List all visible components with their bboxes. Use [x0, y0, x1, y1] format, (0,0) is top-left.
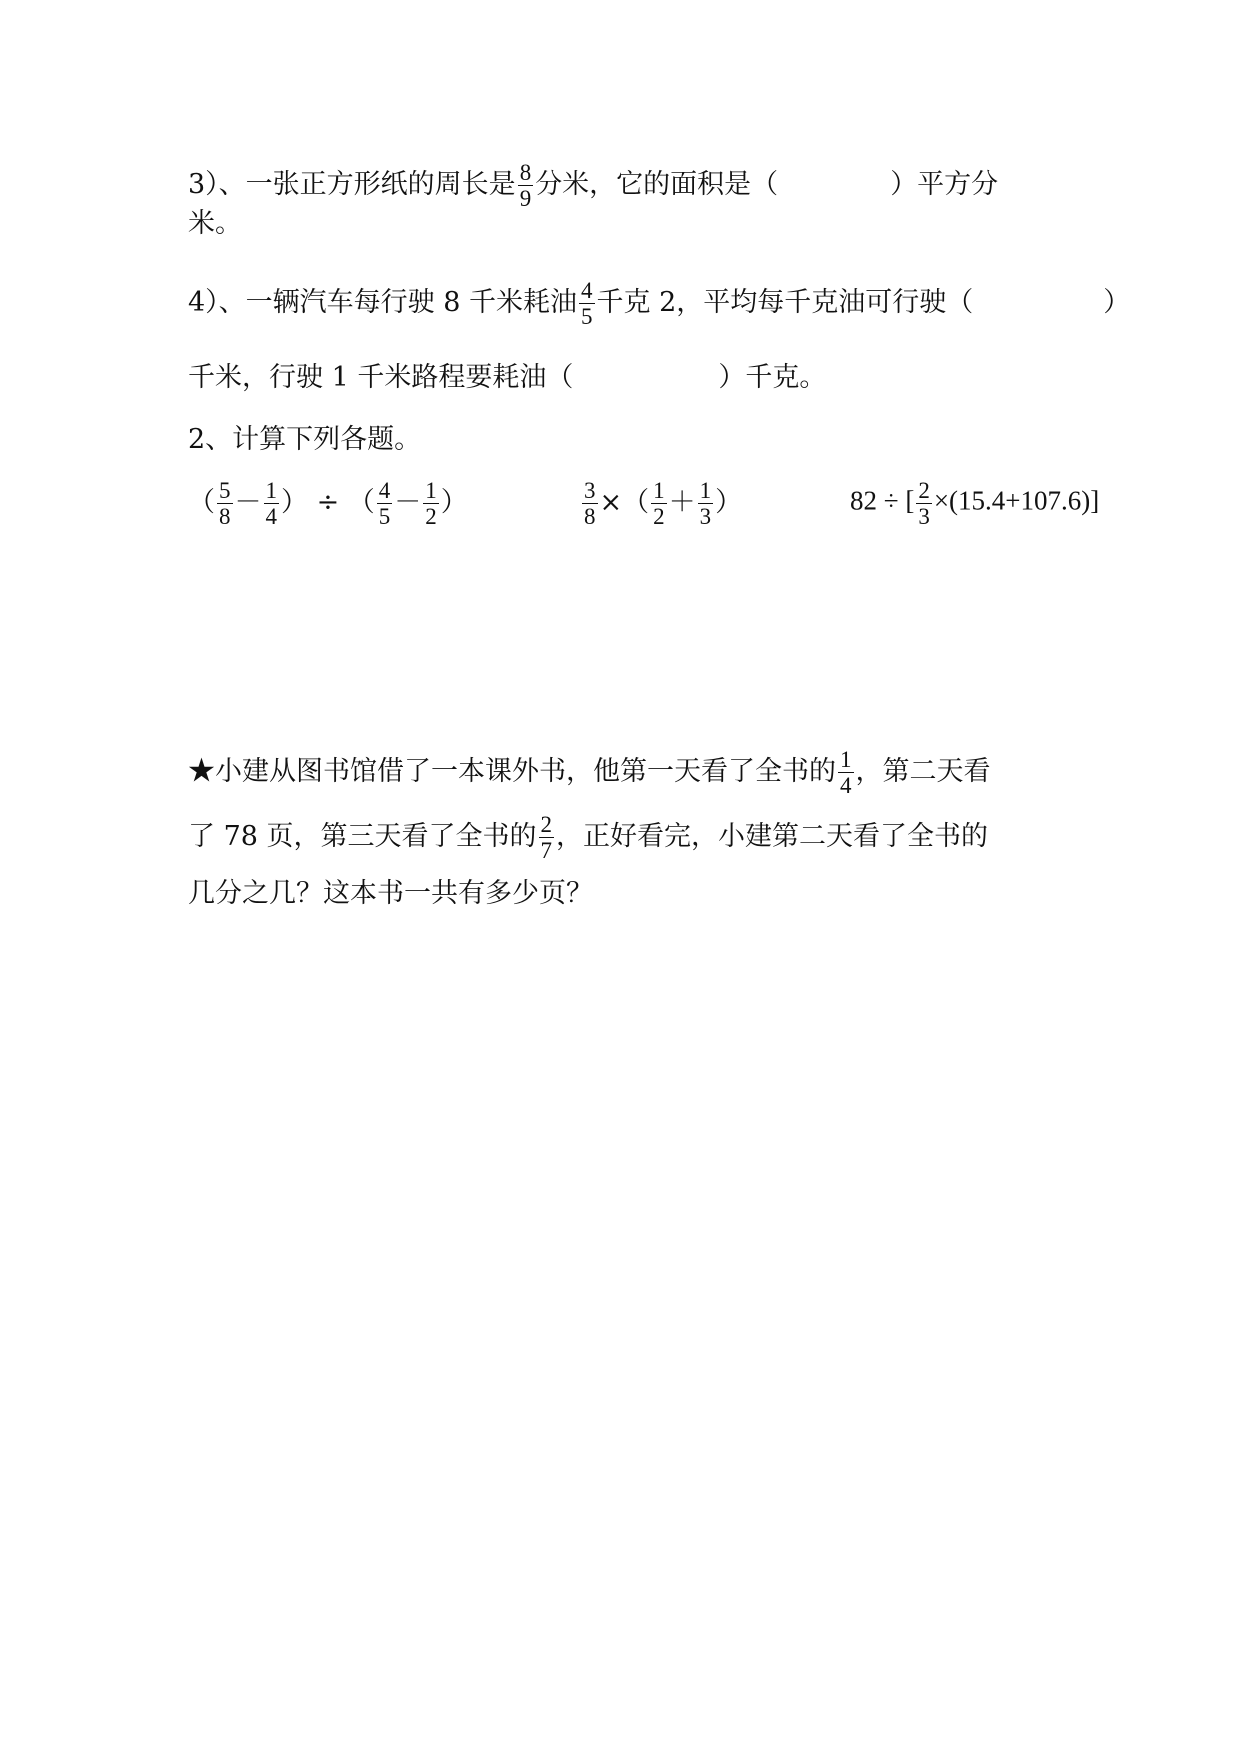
q3-line2	[188, 206, 242, 242]
fraction	[217, 478, 233, 529]
q3-text-b: 分米，它的面积是（	[535, 169, 779, 200]
q4-text-b: 千克 2，平均每千克油可行驶（	[596, 287, 974, 318]
expr3-lead: 82 ÷ [	[850, 485, 915, 516]
fraction-denominator: 4	[840, 773, 852, 798]
q4-line2	[188, 360, 826, 396]
q4-text-line2-a: 千米，行驶 1 千米路程要耗油（	[188, 362, 574, 393]
q3-text-c: ）平方分	[890, 169, 999, 200]
q4-text-a: 4）、一辆汽车每行驶 8 千米耗油	[188, 287, 578, 318]
minus-sign: －	[234, 487, 262, 518]
q4-text-line2-b: ）千克。	[718, 362, 827, 393]
close-paren: ）	[440, 487, 468, 518]
fraction	[264, 478, 280, 529]
times-sign: ×（	[599, 487, 650, 518]
fraction-denominator: 2	[425, 504, 437, 529]
minus-sign: －	[394, 487, 422, 518]
open-paren: （	[347, 487, 375, 518]
fraction	[377, 478, 393, 529]
fraction	[582, 478, 598, 529]
fraction-numerator: 1	[425, 478, 437, 503]
fraction-numerator: 2	[540, 812, 553, 837]
fraction-numerator: 1	[653, 478, 665, 503]
fraction-numerator: 1	[699, 478, 712, 503]
star-text-b: ，第二天看	[855, 756, 991, 787]
fraction-numerator: 4	[581, 278, 593, 303]
q3-fraction	[518, 160, 534, 211]
expression-3	[850, 478, 1099, 529]
divide-sign: ÷	[308, 487, 348, 518]
star-line3	[188, 876, 593, 912]
star-line2	[188, 812, 988, 863]
fraction-denominator: 2	[653, 504, 665, 529]
expression-1	[188, 478, 468, 529]
fraction-denominator: 4	[265, 504, 277, 529]
q4-fraction	[579, 278, 595, 329]
fraction-denominator: 3	[918, 504, 930, 529]
close-paren: ）	[281, 487, 308, 518]
fraction-denominator: 8	[584, 504, 596, 529]
fraction-numerator: 4	[378, 478, 391, 503]
fraction	[838, 747, 854, 798]
fraction	[423, 478, 439, 529]
section2-title	[188, 422, 421, 458]
fraction-numerator: 2	[918, 478, 930, 503]
star-text-line2-a: 了 78 页，第三天看了全书的	[188, 821, 537, 852]
fraction-denominator: 5	[378, 504, 391, 529]
expr3-tail: ×(15.4+107.6)]	[933, 485, 1100, 516]
fraction	[916, 478, 932, 529]
star-text-line3: 几分之几？这本书一共有多少页？	[188, 878, 593, 909]
q3-text-line2: 米。	[188, 208, 242, 239]
star-text-a: ★小建从图书馆借了一本课外书，他第一天看了全书的	[188, 756, 836, 787]
q4-line1	[188, 278, 1130, 329]
fraction-numerator: 3	[584, 478, 596, 503]
fraction-denominator: 3	[699, 504, 712, 529]
star-text-line2-b: ，正好看完，小建第二天看了全书的	[556, 821, 989, 852]
fraction-denominator: 5	[581, 304, 593, 329]
expression-2	[580, 478, 742, 529]
q3-text-a: 3）、一张正方形纸的周长是	[188, 169, 516, 200]
q4-text-c: ）	[1103, 287, 1131, 318]
close-paren: ）	[715, 487, 743, 518]
fraction-numerator: 1	[265, 478, 277, 503]
fraction-numerator: 1	[840, 747, 852, 772]
fraction-denominator: 8	[219, 504, 231, 529]
fraction-numerator: 5	[219, 478, 231, 503]
fraction-denominator: 9	[519, 186, 532, 211]
fraction	[698, 478, 714, 529]
fraction-denominator: 7	[540, 838, 553, 863]
section2-title-text: 2、计算下列各题。	[188, 424, 422, 455]
fraction	[539, 812, 555, 863]
plus-sign: ＋	[668, 487, 696, 518]
fraction	[651, 478, 667, 529]
fraction-numerator: 8	[519, 160, 532, 185]
open-paren: （	[188, 487, 215, 518]
star-line1	[188, 747, 991, 798]
q3-line1	[188, 160, 998, 211]
